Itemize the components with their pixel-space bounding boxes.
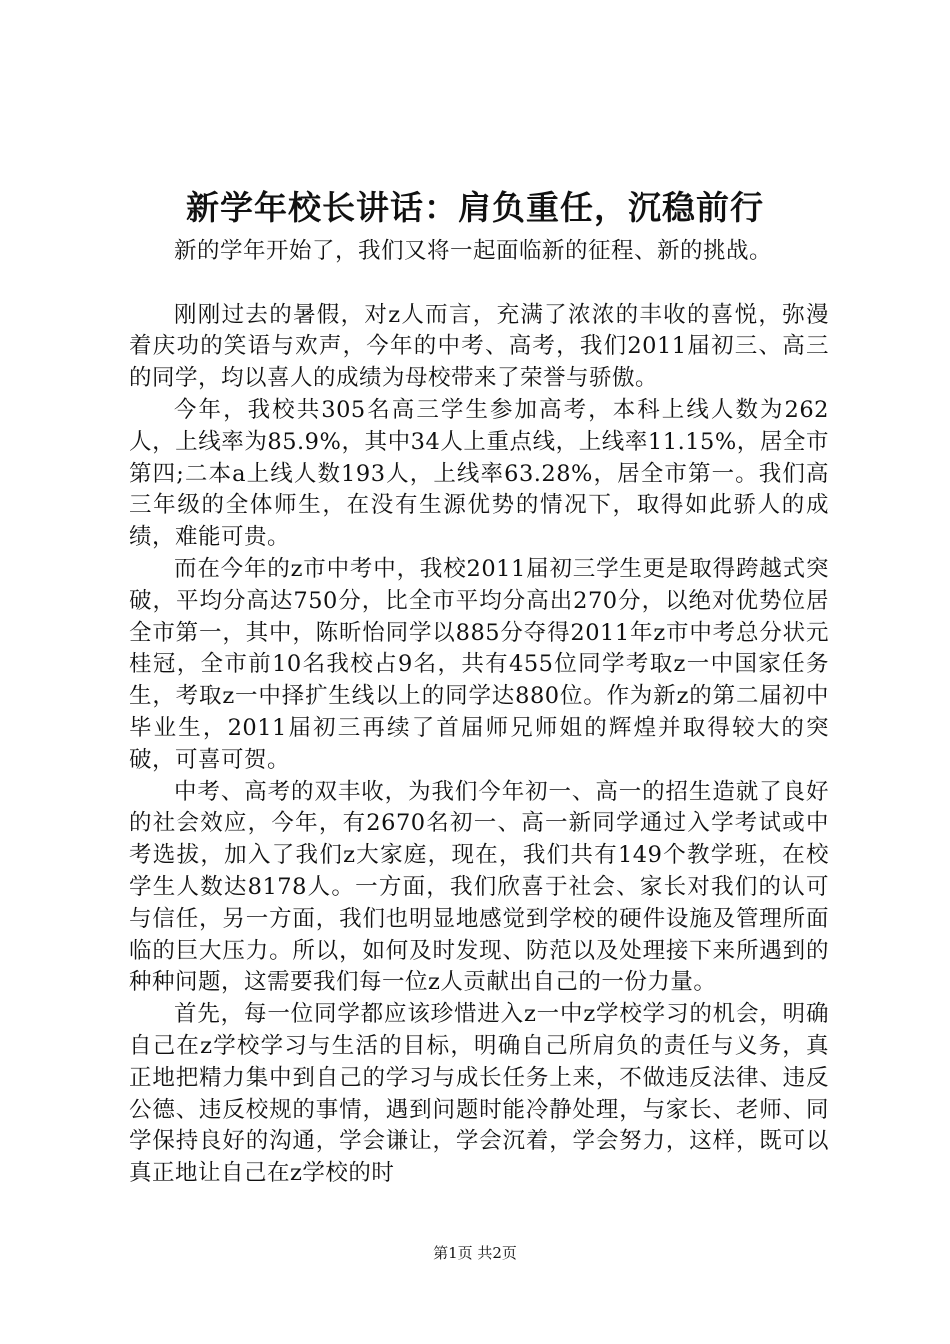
document-title: 新学年校长讲话：肩负重任，沉稳前行 bbox=[186, 188, 764, 227]
paragraph-first-point: 首先，每一位同学都应该珍惜进入z一中z学校学习的机会，明确自己在z学校学习与生活的目标，明确自己所肩负的责任与义务，真正地把精力集中到自己的学习与成长任务上来，不做违反法律、违反公德、违反校规的事情，遇到问题时能冷静处理，与家长、老师、同学保持良好的沟通，学会谦让，学会沉着，学会努力，这样，既可以真正地让自己在z学校的时 bbox=[129, 1001, 829, 1187]
paragraph-zhongkao: 而在今年的z市中考中，我校2011届初三学生更是取得跨越式突破，平均分高达750分，比全市平均分高出270分，以绝对优势位居全市第一，其中，陈昕怡同学以885分夺得2011年z市中考总分状元桂冠，全市前10名我校占9名，共有455位同学考取z一中国家任务生，考取z一中择扩生线以上的同学达880位。作为新z的第二届初中毕业生，2011届初三再续了首届师兄师姐的辉煌并取得较大的突破，可喜可贺。 bbox=[129, 555, 829, 773]
paragraph-summer: 刚刚过去的暑假，对z人而言，充满了浓浓的丰收的喜悦，弥漫着庆功的笑语与欢声，今年的中考、高考，我们2011届初三、高三的同学，均以喜人的成绩为母校带来了荣誉与骄傲。 bbox=[129, 301, 829, 392]
paragraph-intro: 新的学年开始了，我们又将一起面临新的征程、新的挑战。 bbox=[174, 238, 773, 264]
page-number-footer: 第1页 共2页 bbox=[433, 1244, 517, 1262]
paragraph-gaokao: 今年，我校共305名高三学生参加高考，本科上线人数为262人，上线率为85.9%，其中34人上重点线，上线率11.15%，居全市第四;二本a上线人数193人，上线率63.28%，居全市第一。我们高三年级的全体师生，在没有生源优势的情况下，取得如此骄人的成绩，难能可贵。 bbox=[129, 396, 829, 551]
paragraph-enrollment: 中考、高考的双丰收，为我们今年初一、高一的招生造就了良好的社会效应，今年，有2670名初一、高一新同学通过入学考试或中考选拔，加入了我们z大家庭，现在，我们共有149个教学班，在校学生人数达8178人。一方面，我们欣喜于社会、家长对我们的认可与信任，另一方面，我们也明显地感觉到学校的硬件设施及管理所面临的巨大压力。所以，如何及时发现、防范以及处理接下来所遇到的种种问题，这需要我们每一位z人贡献出自己的一份力量。 bbox=[129, 778, 829, 996]
document-body bbox=[129, 236, 829, 1190]
